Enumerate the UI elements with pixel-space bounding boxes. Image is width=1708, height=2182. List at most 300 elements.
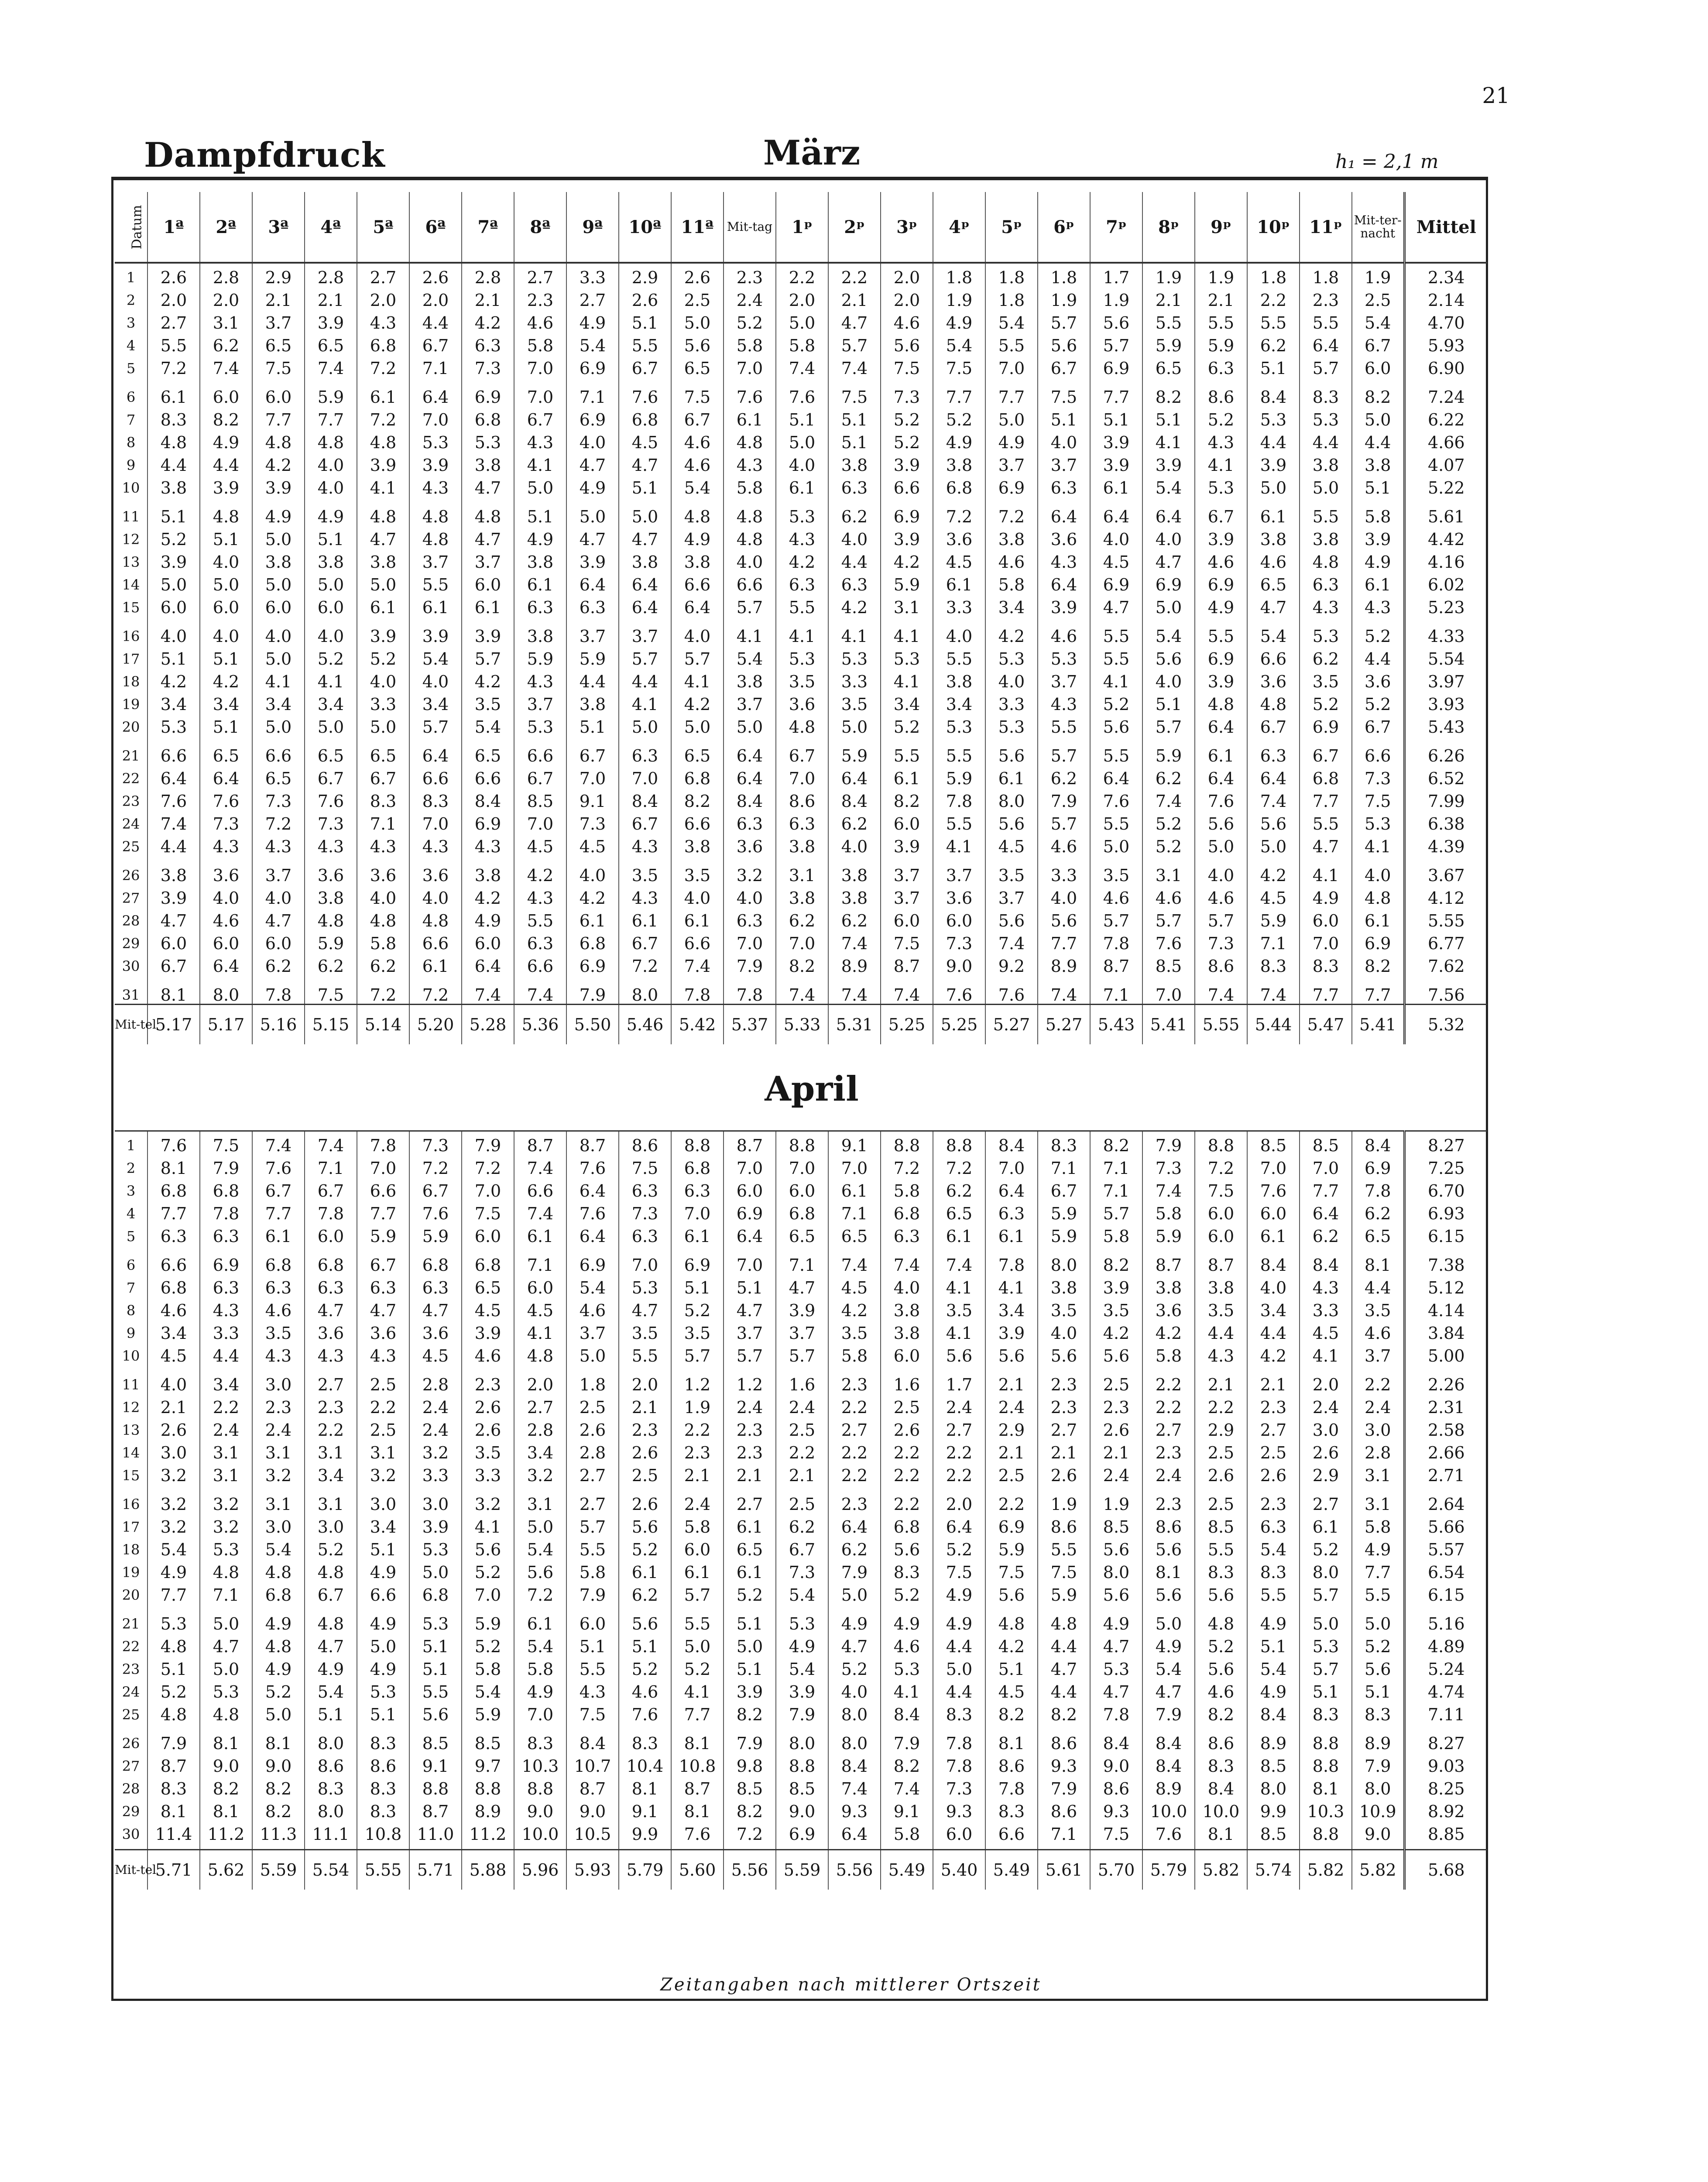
data-cell: 3.2 bbox=[357, 1462, 409, 1490]
data-cell: 9.0 bbox=[933, 952, 985, 981]
data-cell: 4.7 bbox=[619, 1297, 671, 1319]
row-mean: 5.54 bbox=[1404, 645, 1487, 668]
data-cell: 6.6 bbox=[671, 571, 724, 594]
data-cell: 6.3 bbox=[671, 1177, 724, 1200]
row-date: 27 bbox=[122, 1758, 140, 1774]
row-date: 2 bbox=[126, 1160, 136, 1177]
mean-cell: 5.49 bbox=[985, 1850, 1038, 1890]
data-cell: 5.2 bbox=[462, 1633, 514, 1655]
data-cell: 7.9 bbox=[724, 952, 776, 981]
data-cell: 6.7 bbox=[1195, 503, 1247, 525]
data-cell: 4.7 bbox=[828, 1633, 881, 1655]
data-cell: 3.5 bbox=[1090, 861, 1142, 884]
data-cell: 6.4 bbox=[619, 594, 671, 622]
data-cell: 5.5 bbox=[1195, 622, 1247, 645]
data-cell: 4.4 bbox=[1352, 429, 1404, 451]
mean-cell: 5.56 bbox=[724, 1850, 776, 1890]
table-row bbox=[115, 1393, 1487, 1416]
data-cell: 4.2 bbox=[514, 861, 566, 884]
data-cell: 5.1 bbox=[1300, 1678, 1352, 1701]
table-row bbox=[115, 1342, 1487, 1371]
data-cell: 10.0 bbox=[1142, 1798, 1195, 1820]
data-cell: 3.7 bbox=[252, 309, 305, 332]
data-cell: 8.1 bbox=[985, 1729, 1038, 1752]
data-cell: 6.9 bbox=[776, 1820, 828, 1850]
data-cell: 6.6 bbox=[357, 1177, 409, 1200]
data-cell: 7.4 bbox=[933, 1251, 985, 1274]
table-row bbox=[115, 1490, 1487, 1513]
data-cell: 5.8 bbox=[671, 1513, 724, 1536]
data-cell: 5.9 bbox=[357, 1222, 409, 1251]
data-cell: 8.4 bbox=[724, 787, 776, 810]
data-cell: 4.9 bbox=[305, 1655, 357, 1678]
table-row bbox=[115, 952, 1487, 981]
data-cell: 4.7 bbox=[1038, 1655, 1090, 1678]
header-hour: 11ᵖ bbox=[1300, 192, 1352, 263]
data-cell: 5.5 bbox=[409, 571, 462, 594]
data-cell: 5.0 bbox=[200, 571, 252, 594]
data-cell: 7.6 bbox=[566, 1154, 619, 1177]
data-cell: 5.4 bbox=[1247, 622, 1300, 645]
data-cell: 8.4 bbox=[1195, 1775, 1247, 1798]
data-cell: 5.1 bbox=[200, 525, 252, 548]
data-cell: 6.1 bbox=[147, 383, 200, 406]
data-cell: 7.2 bbox=[1195, 1154, 1247, 1177]
data-cell: 4.6 bbox=[881, 1633, 933, 1655]
data-cell: 7.2 bbox=[985, 503, 1038, 525]
data-cell: 8.1 bbox=[252, 1729, 305, 1752]
data-cell: 8.6 bbox=[985, 1752, 1038, 1775]
data-cell: 3.0 bbox=[252, 1371, 305, 1393]
data-cell: 4.0 bbox=[1247, 1274, 1300, 1297]
data-cell: 3.3 bbox=[1038, 861, 1090, 884]
data-cell: 6.6 bbox=[147, 1251, 200, 1274]
data-cell: 10.9 bbox=[1352, 1798, 1404, 1820]
data-cell: 7.7 bbox=[1300, 1177, 1352, 1200]
data-cell: 4.8 bbox=[409, 525, 462, 548]
data-cell: 6.7 bbox=[305, 1581, 357, 1610]
row-date: 25 bbox=[122, 1706, 140, 1723]
data-cell: 6.8 bbox=[147, 1274, 200, 1297]
data-cell: 7.0 bbox=[566, 765, 619, 787]
row-date: 25 bbox=[122, 838, 140, 855]
data-cell: 8.5 bbox=[1247, 1131, 1300, 1155]
data-cell: 7.1 bbox=[200, 1581, 252, 1610]
data-cell: 5.8 bbox=[985, 571, 1038, 594]
data-cell: 5.2 bbox=[881, 713, 933, 742]
data-cell: 7.6 bbox=[566, 1200, 619, 1222]
data-cell: 4.9 bbox=[933, 1610, 985, 1633]
data-cell: 8.3 bbox=[985, 1798, 1038, 1820]
data-cell: 7.4 bbox=[828, 1775, 881, 1798]
data-cell: 5.0 bbox=[1142, 1610, 1195, 1633]
row-mean: 3.67 bbox=[1404, 861, 1487, 884]
row-mean: 6.15 bbox=[1404, 1222, 1487, 1251]
row-mean: 2.26 bbox=[1404, 1371, 1487, 1393]
data-cell: 2.4 bbox=[724, 1393, 776, 1416]
data-cell: 8.8 bbox=[776, 1752, 828, 1775]
data-cell: 4.7 bbox=[357, 1297, 409, 1319]
data-cell: 5.5 bbox=[1300, 503, 1352, 525]
data-cell: 2.6 bbox=[1090, 1416, 1142, 1439]
data-cell: 6.8 bbox=[147, 1177, 200, 1200]
data-cell: 4.4 bbox=[200, 451, 252, 474]
data-cell: 8.0 bbox=[776, 1729, 828, 1752]
data-cell: 7.4 bbox=[881, 1775, 933, 1798]
data-cell: 7.5 bbox=[671, 383, 724, 406]
data-cell: 7.4 bbox=[1247, 981, 1300, 1005]
data-cell: 8.9 bbox=[1247, 1729, 1300, 1752]
data-cell: 8.4 bbox=[1247, 1701, 1300, 1729]
data-cell: 4.8 bbox=[409, 503, 462, 525]
data-cell: 5.8 bbox=[724, 474, 776, 503]
data-cell: 5.2 bbox=[933, 406, 985, 429]
header-hour: 5ᵖ bbox=[985, 192, 1038, 263]
data-cell: 3.2 bbox=[514, 1462, 566, 1490]
data-cell: 6.0 bbox=[1195, 1222, 1247, 1251]
data-cell: 2.2 bbox=[881, 1490, 933, 1513]
data-cell: 6.8 bbox=[252, 1581, 305, 1610]
data-cell: 8.0 bbox=[1247, 1775, 1300, 1798]
data-cell: 3.8 bbox=[881, 1297, 933, 1319]
data-cell: 5.4 bbox=[252, 1536, 305, 1558]
data-cell: 5.9 bbox=[1195, 332, 1247, 354]
data-cell: 5.2 bbox=[462, 1558, 514, 1581]
data-cell: 7.2 bbox=[357, 981, 409, 1005]
data-cell: 6.3 bbox=[1247, 742, 1300, 765]
data-cell: 6.3 bbox=[1038, 474, 1090, 503]
row-mean: 4.74 bbox=[1404, 1678, 1487, 1701]
data-cell: 3.8 bbox=[1300, 451, 1352, 474]
data-cell: 6.1 bbox=[514, 571, 566, 594]
march-table bbox=[115, 192, 1487, 1044]
data-cell: 7.5 bbox=[1352, 787, 1404, 810]
data-cell: 7.3 bbox=[200, 810, 252, 833]
data-cell: 5.3 bbox=[1090, 1655, 1142, 1678]
data-cell: 5.0 bbox=[828, 1581, 881, 1610]
data-cell: 5.4 bbox=[1142, 1655, 1195, 1678]
data-cell: 2.5 bbox=[1352, 286, 1404, 309]
data-cell: 4.3 bbox=[409, 474, 462, 503]
data-cell: 7.0 bbox=[776, 930, 828, 952]
data-cell: 5.4 bbox=[462, 1678, 514, 1701]
data-cell: 2.2 bbox=[1142, 1393, 1195, 1416]
data-cell: 5.5 bbox=[1300, 309, 1352, 332]
data-cell: 4.7 bbox=[147, 907, 200, 930]
row-date: 18 bbox=[122, 1541, 140, 1558]
data-cell: 4.0 bbox=[1352, 861, 1404, 884]
data-cell: 2.2 bbox=[1142, 1371, 1195, 1393]
data-cell: 4.4 bbox=[1352, 645, 1404, 668]
data-cell: 5.0 bbox=[828, 713, 881, 742]
data-cell: 5.6 bbox=[1038, 1342, 1090, 1371]
data-cell: 7.2 bbox=[514, 1581, 566, 1610]
data-cell: 5.0 bbox=[357, 571, 409, 594]
data-cell: 2.3 bbox=[305, 1393, 357, 1416]
data-cell: 2.4 bbox=[200, 1416, 252, 1439]
data-cell: 7.6 bbox=[724, 383, 776, 406]
data-cell: 3.1 bbox=[1352, 1490, 1404, 1513]
row-mean: 5.93 bbox=[1404, 332, 1487, 354]
data-cell: 5.5 bbox=[619, 332, 671, 354]
table-row bbox=[115, 884, 1487, 907]
data-cell: 8.4 bbox=[1090, 1729, 1142, 1752]
data-cell: 8.3 bbox=[1300, 1701, 1352, 1729]
data-cell: 6.0 bbox=[462, 1222, 514, 1251]
data-cell: 6.0 bbox=[881, 907, 933, 930]
data-cell: 6.1 bbox=[724, 406, 776, 429]
data-cell: 9.2 bbox=[985, 952, 1038, 981]
data-cell: 7.3 bbox=[776, 1558, 828, 1581]
data-cell: 5.3 bbox=[200, 1536, 252, 1558]
row-mean: 2.66 bbox=[1404, 1439, 1487, 1462]
data-cell: 3.7 bbox=[985, 451, 1038, 474]
overall-mean: 5.68 bbox=[1404, 1850, 1487, 1890]
data-cell: 7.3 bbox=[1142, 1154, 1195, 1177]
data-cell: 6.2 bbox=[1142, 765, 1195, 787]
data-cell: 2.7 bbox=[1142, 1416, 1195, 1439]
row-date: 21 bbox=[122, 1616, 140, 1632]
data-cell: 8.5 bbox=[776, 1775, 828, 1798]
data-cell: 3.9 bbox=[147, 884, 200, 907]
data-cell: 4.5 bbox=[1300, 1319, 1352, 1342]
data-cell: 4.5 bbox=[985, 833, 1038, 861]
table-row bbox=[115, 1439, 1487, 1462]
data-cell: 4.3 bbox=[619, 884, 671, 907]
data-cell: 5.6 bbox=[1142, 1581, 1195, 1610]
data-cell: 7.5 bbox=[462, 1200, 514, 1222]
data-cell: 6.1 bbox=[409, 594, 462, 622]
data-cell: 5.1 bbox=[357, 1536, 409, 1558]
row-mean: 2.34 bbox=[1404, 263, 1487, 286]
data-cell: 2.4 bbox=[776, 1393, 828, 1416]
table-row bbox=[115, 690, 1487, 713]
data-cell: 7.4 bbox=[147, 810, 200, 833]
table-row bbox=[115, 383, 1487, 406]
data-cell: 4.1 bbox=[724, 622, 776, 645]
data-cell: 11.2 bbox=[462, 1820, 514, 1850]
data-cell: 5.0 bbox=[200, 1610, 252, 1633]
data-cell: 4.0 bbox=[409, 668, 462, 690]
data-cell: 6.9 bbox=[566, 1251, 619, 1274]
header-date-label: Datum bbox=[129, 205, 145, 249]
data-cell: 5.6 bbox=[985, 742, 1038, 765]
data-cell: 2.7 bbox=[305, 1371, 357, 1393]
data-cell: 8.7 bbox=[1142, 1251, 1195, 1274]
data-cell: 4.6 bbox=[1195, 548, 1247, 571]
data-cell: 4.5 bbox=[147, 1342, 200, 1371]
table-row bbox=[115, 713, 1487, 742]
row-date: 29 bbox=[122, 1803, 140, 1820]
data-cell: 5.3 bbox=[881, 1655, 933, 1678]
data-cell: 8.2 bbox=[1090, 1131, 1142, 1155]
row-mean: 6.22 bbox=[1404, 406, 1487, 429]
data-cell: 3.7 bbox=[985, 884, 1038, 907]
data-cell: 7.9 bbox=[1352, 1752, 1404, 1775]
data-cell: 8.2 bbox=[1352, 952, 1404, 981]
row-date: 15 bbox=[122, 1467, 140, 1484]
data-cell: 6.2 bbox=[1300, 1222, 1352, 1251]
row-date: 12 bbox=[122, 531, 140, 548]
data-cell: 5.5 bbox=[1195, 309, 1247, 332]
row-mean: 8.25 bbox=[1404, 1775, 1487, 1798]
data-cell: 8.2 bbox=[252, 1798, 305, 1820]
data-cell: 5.4 bbox=[305, 1678, 357, 1701]
data-cell: 5.1 bbox=[409, 1655, 462, 1678]
data-cell: 4.9 bbox=[305, 503, 357, 525]
data-cell: 6.1 bbox=[1090, 474, 1142, 503]
data-cell: 3.9 bbox=[200, 474, 252, 503]
data-cell: 2.2 bbox=[881, 1439, 933, 1462]
data-cell: 8.3 bbox=[1300, 383, 1352, 406]
mean-cell: 5.20 bbox=[409, 1005, 462, 1045]
data-cell: 5.9 bbox=[1142, 742, 1195, 765]
data-cell: 5.1 bbox=[305, 1701, 357, 1729]
data-cell: 3.8 bbox=[828, 884, 881, 907]
data-cell: 7.3 bbox=[252, 787, 305, 810]
data-cell: 3.9 bbox=[462, 1319, 514, 1342]
data-cell: 7.8 bbox=[1090, 1701, 1142, 1729]
data-cell: 4.1 bbox=[619, 690, 671, 713]
data-cell: 3.5 bbox=[776, 668, 828, 690]
data-cell: 7.4 bbox=[1142, 1177, 1195, 1200]
data-cell: 8.3 bbox=[147, 406, 200, 429]
data-cell: 6.1 bbox=[566, 907, 619, 930]
data-cell: 5.9 bbox=[462, 1701, 514, 1729]
data-cell: 4.1 bbox=[828, 622, 881, 645]
data-cell: 3.1 bbox=[252, 1490, 305, 1513]
data-cell: 6.1 bbox=[1247, 1222, 1300, 1251]
data-cell: 3.9 bbox=[566, 548, 619, 571]
table-row bbox=[115, 503, 1487, 525]
data-cell: 3.1 bbox=[200, 309, 252, 332]
data-cell: 4.9 bbox=[933, 1581, 985, 1610]
page-title: Dampfdruck bbox=[144, 135, 385, 175]
data-cell: 3.9 bbox=[252, 474, 305, 503]
data-cell: 7.8 bbox=[933, 1752, 985, 1775]
data-cell: 1.8 bbox=[985, 286, 1038, 309]
data-cell: 2.7 bbox=[147, 309, 200, 332]
data-cell: 2.2 bbox=[985, 1490, 1038, 1513]
mean-cell: 5.60 bbox=[671, 1850, 724, 1890]
data-cell: 8.2 bbox=[724, 1701, 776, 1729]
table-row bbox=[115, 1536, 1487, 1558]
data-cell: 6.1 bbox=[933, 571, 985, 594]
data-cell: 6.8 bbox=[776, 1200, 828, 1222]
data-cell: 3.2 bbox=[147, 1513, 200, 1536]
data-cell: 5.2 bbox=[1300, 690, 1352, 713]
data-cell: 3.4 bbox=[305, 1462, 357, 1490]
data-cell: 8.1 bbox=[1352, 1251, 1404, 1274]
data-cell: 3.1 bbox=[305, 1490, 357, 1513]
data-cell: 7.7 bbox=[1300, 981, 1352, 1005]
data-cell: 4.4 bbox=[828, 548, 881, 571]
data-cell: 10.8 bbox=[357, 1820, 409, 1850]
mean-cell: 5.74 bbox=[1247, 1850, 1300, 1890]
data-cell: 3.0 bbox=[1352, 1416, 1404, 1439]
data-cell: 6.7 bbox=[305, 765, 357, 787]
row-date: 14 bbox=[122, 576, 140, 593]
data-cell: 6.3 bbox=[828, 474, 881, 503]
table-row bbox=[115, 1177, 1487, 1200]
header-hour: Mit-ter-nacht bbox=[1352, 192, 1404, 263]
data-cell: 4.0 bbox=[828, 1678, 881, 1701]
data-cell: 5.5 bbox=[933, 645, 985, 668]
data-cell: 8.4 bbox=[1247, 383, 1300, 406]
data-cell: 6.9 bbox=[1300, 713, 1352, 742]
data-cell: 3.8 bbox=[462, 451, 514, 474]
data-cell: 6.2 bbox=[828, 907, 881, 930]
data-cell: 6.9 bbox=[1142, 571, 1195, 594]
data-cell: 2.5 bbox=[357, 1371, 409, 1393]
data-cell: 8.2 bbox=[724, 1798, 776, 1820]
data-cell: 5.2 bbox=[1090, 690, 1142, 713]
data-cell: 6.7 bbox=[1352, 332, 1404, 354]
data-cell: 5.3 bbox=[409, 429, 462, 451]
data-cell: 5.6 bbox=[985, 1581, 1038, 1610]
row-mean: 5.12 bbox=[1404, 1274, 1487, 1297]
data-cell: 7.6 bbox=[200, 787, 252, 810]
data-cell: 4.2 bbox=[462, 668, 514, 690]
data-cell: 4.0 bbox=[200, 884, 252, 907]
table-row bbox=[115, 263, 1487, 286]
data-cell: 5.2 bbox=[1352, 1633, 1404, 1655]
data-cell: 7.7 bbox=[671, 1701, 724, 1729]
data-cell: 6.3 bbox=[1195, 354, 1247, 383]
data-cell: 5.1 bbox=[1142, 406, 1195, 429]
data-cell: 7.7 bbox=[1300, 787, 1352, 810]
data-cell: 7.0 bbox=[409, 810, 462, 833]
data-cell: 4.0 bbox=[828, 525, 881, 548]
data-cell: 7.8 bbox=[985, 1251, 1038, 1274]
data-cell: 3.6 bbox=[1247, 668, 1300, 690]
data-cell: 2.4 bbox=[933, 1393, 985, 1416]
table-row bbox=[115, 1371, 1487, 1393]
data-cell: 4.0 bbox=[252, 884, 305, 907]
data-cell: 4.2 bbox=[200, 668, 252, 690]
data-cell: 7.7 bbox=[933, 383, 985, 406]
data-cell: 7.3 bbox=[1352, 765, 1404, 787]
data-cell: 3.6 bbox=[409, 1319, 462, 1342]
row-mean: 6.54 bbox=[1404, 1558, 1487, 1581]
row-date: 10 bbox=[122, 480, 140, 496]
row-date: 1 bbox=[126, 1137, 136, 1154]
data-cell: 2.1 bbox=[462, 286, 514, 309]
table-row bbox=[115, 1513, 1487, 1536]
data-cell: 6.4 bbox=[828, 765, 881, 787]
data-cell: 2.4 bbox=[1142, 1462, 1195, 1490]
data-cell: 5.0 bbox=[514, 474, 566, 503]
data-cell: 5.4 bbox=[776, 1655, 828, 1678]
data-cell: 3.5 bbox=[1038, 1297, 1090, 1319]
data-cell: 2.1 bbox=[985, 1371, 1038, 1393]
data-cell: 4.1 bbox=[1142, 429, 1195, 451]
data-cell: 3.7 bbox=[566, 1319, 619, 1342]
data-cell: 5.7 bbox=[1038, 810, 1090, 833]
data-cell: 6.4 bbox=[1038, 503, 1090, 525]
data-cell: 10.5 bbox=[566, 1820, 619, 1850]
data-cell: 2.8 bbox=[200, 263, 252, 286]
data-cell: 5.6 bbox=[1142, 645, 1195, 668]
data-cell: 6.3 bbox=[619, 742, 671, 765]
data-cell: 8.2 bbox=[1195, 1701, 1247, 1729]
data-cell: 7.9 bbox=[881, 1729, 933, 1752]
data-cell: 3.6 bbox=[724, 833, 776, 861]
data-cell: 5.6 bbox=[1090, 713, 1142, 742]
data-cell: 2.9 bbox=[619, 263, 671, 286]
data-cell: 7.4 bbox=[985, 930, 1038, 952]
data-cell: 4.8 bbox=[200, 1701, 252, 1729]
